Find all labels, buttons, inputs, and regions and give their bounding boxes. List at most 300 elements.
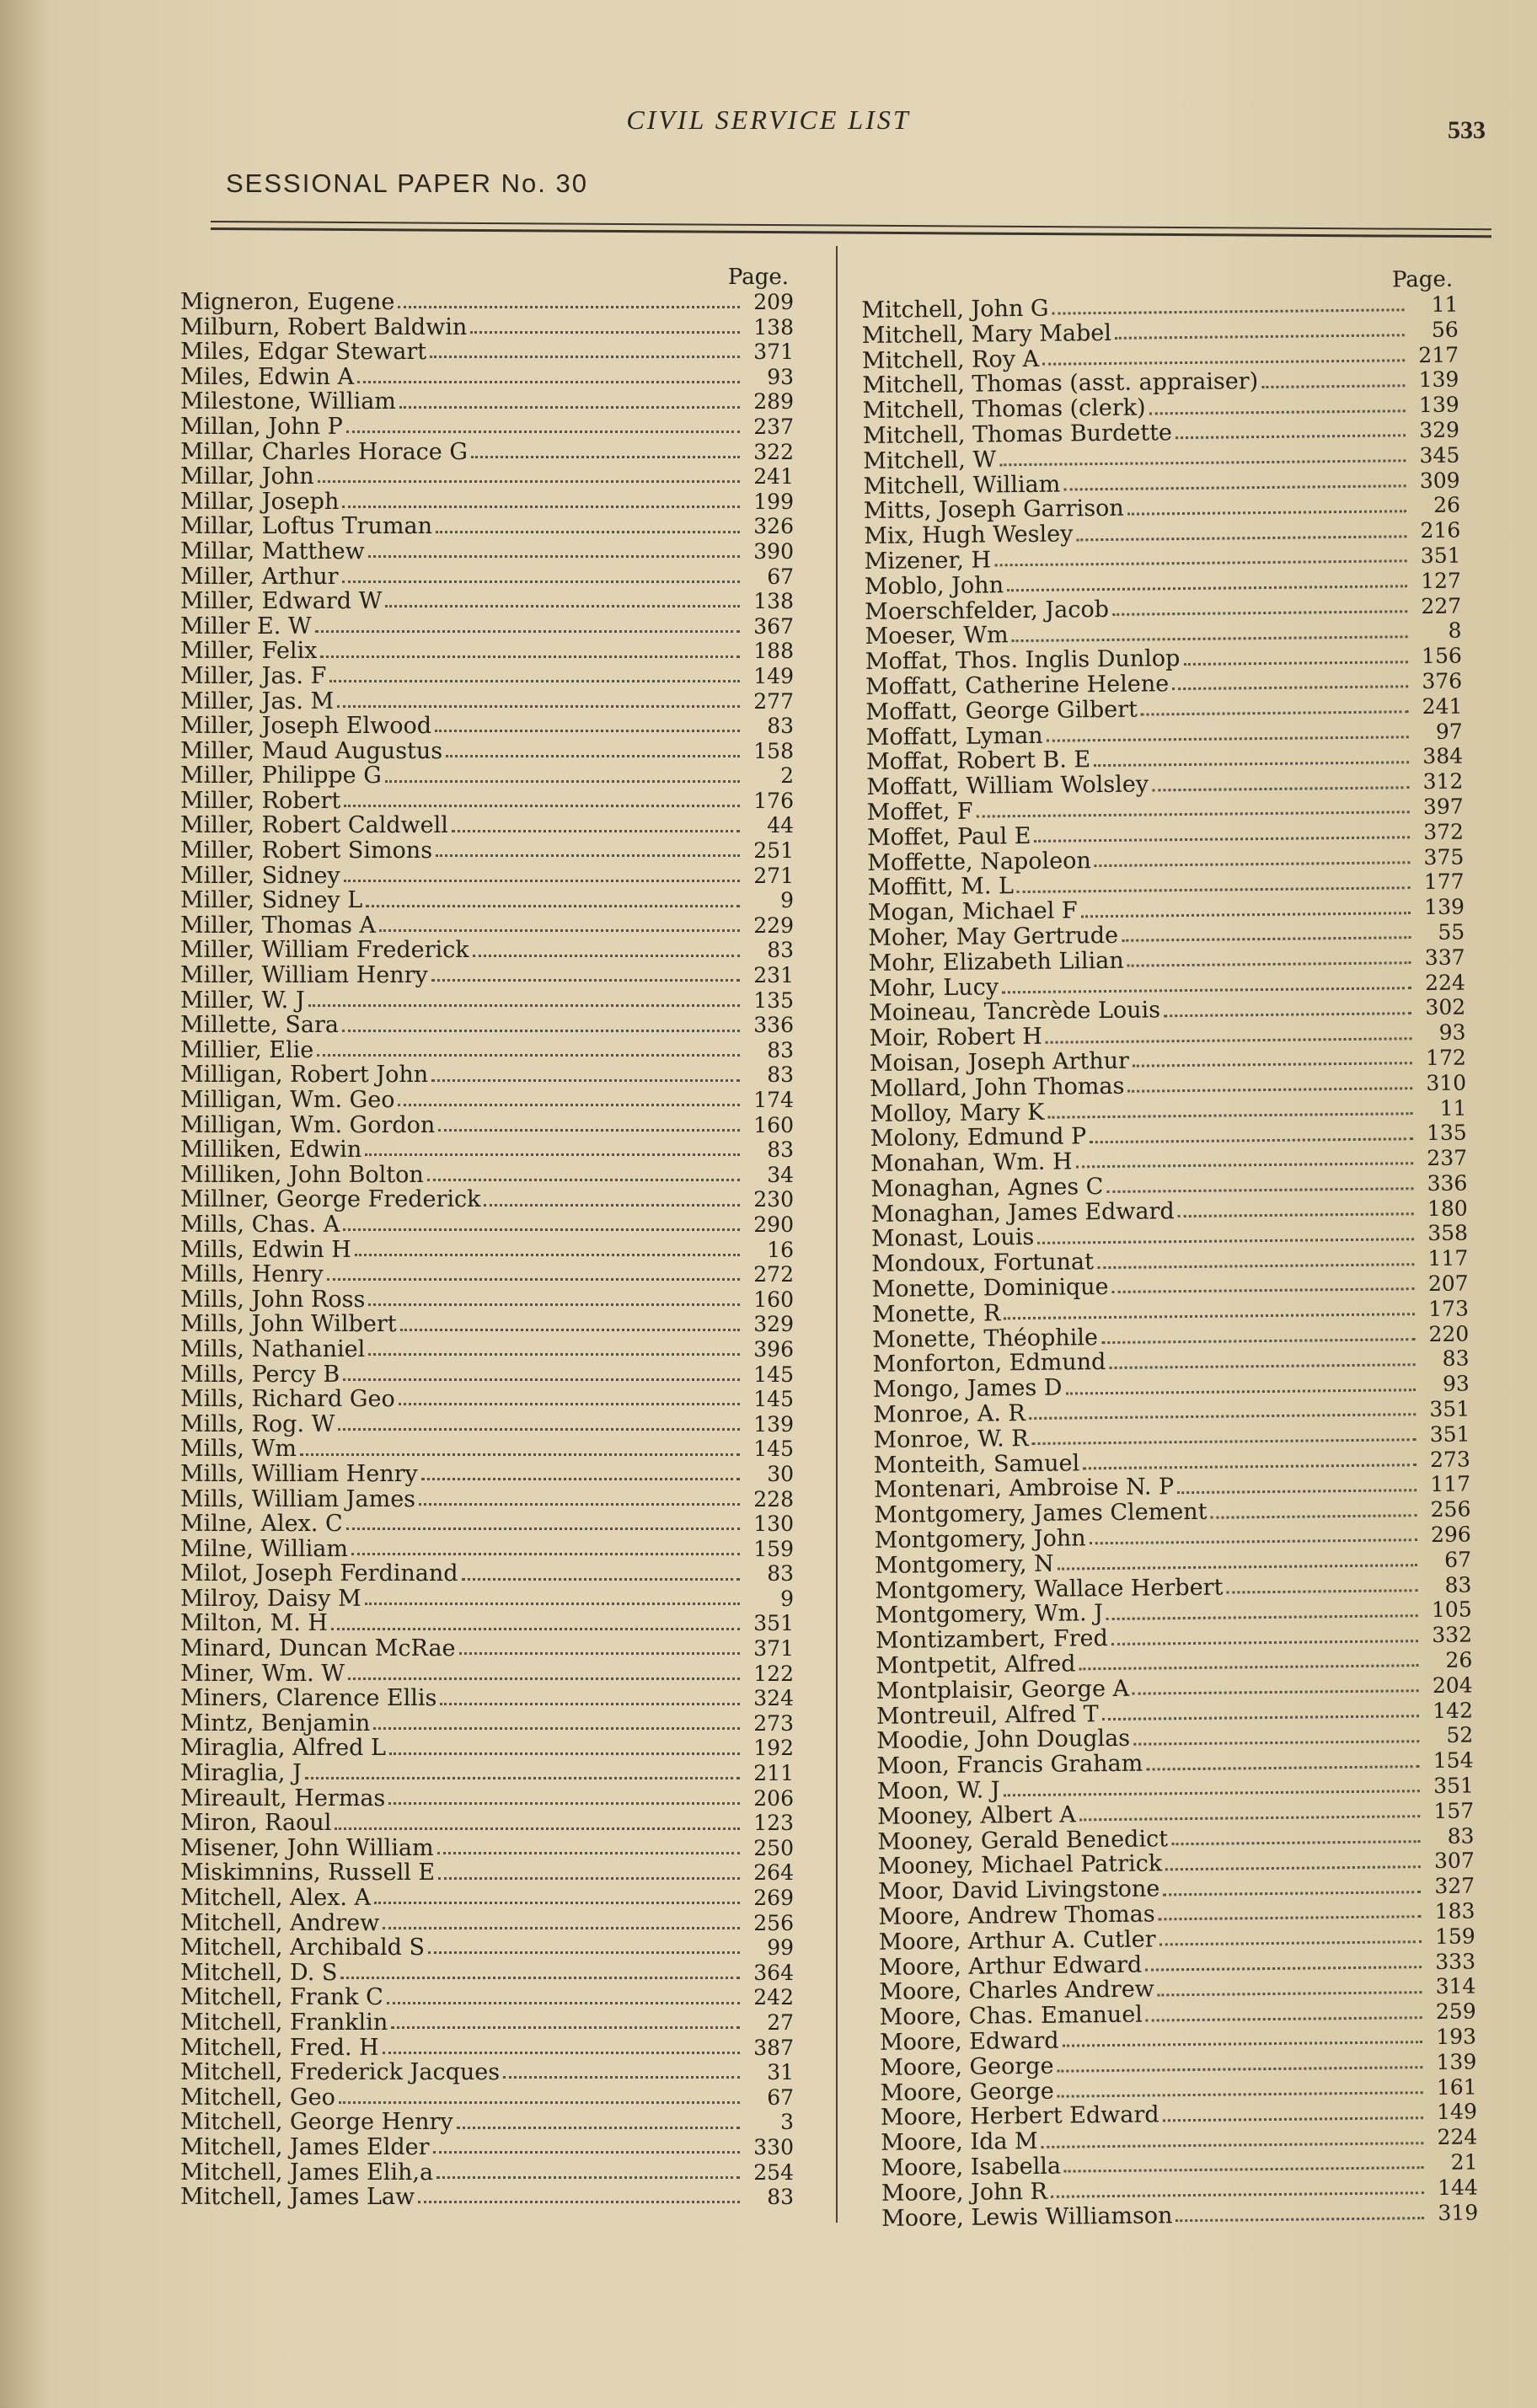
entry-name: Mills, Rog. W — [180, 1411, 335, 1437]
entry-page-number: 259 — [1435, 1999, 1476, 2025]
index-entry — [180, 1537, 794, 1562]
entry-name: Mintz, Benjamin — [180, 1710, 371, 1736]
dot-leader — [1163, 2116, 1423, 2122]
dot-leader — [462, 1578, 740, 1581]
index-entry — [180, 2010, 794, 2036]
dot-leader — [1083, 1464, 1417, 1469]
dot-leader — [419, 1503, 740, 1506]
entry-page-number: 176 — [753, 788, 794, 813]
dot-leader — [1090, 1539, 1417, 1545]
entry-name: Mitchell, Thomas (clerk) — [862, 394, 1146, 424]
entry-page-number: 144 — [1437, 2175, 1478, 2200]
entry-name: Milburn, Robert Baldwin — [180, 314, 468, 340]
index-entry — [180, 789, 794, 814]
dot-leader — [1127, 961, 1411, 967]
entry-page-number: 351 — [753, 1611, 794, 1636]
entry-name: Milestone, William — [180, 389, 396, 415]
dot-leader — [368, 1303, 740, 1306]
entry-name: Mills, Percy B — [180, 1362, 340, 1388]
entry-name: Moblo, John — [864, 572, 1004, 600]
entry-name: Molony, Edmund P — [870, 1123, 1087, 1153]
dot-leader — [438, 1877, 740, 1880]
index-entry — [180, 938, 794, 963]
index-entry — [180, 838, 794, 864]
dot-leader — [308, 1004, 740, 1007]
entry-name: Monroe, A. R — [873, 1400, 1026, 1428]
entry-list — [180, 290, 794, 2210]
entry-page-number: 237 — [1427, 1145, 1468, 1171]
dot-leader — [344, 805, 740, 807]
dot-leader — [385, 605, 740, 607]
entry-page-number: 290 — [753, 1212, 794, 1237]
entry-page-number: 83 — [767, 2185, 794, 2210]
entry-page-number: 376 — [1422, 668, 1463, 694]
dot-leader — [340, 1977, 740, 1979]
entry-page-number: 52 — [1446, 1722, 1474, 1748]
entry-name: Mogan, Michael F — [867, 897, 1078, 926]
entry-name: Millette, Sara — [180, 1013, 339, 1038]
entry-name: Miller, Arthur — [180, 564, 339, 590]
entry-name: Moore, Arthur Edward — [878, 1951, 1143, 1981]
entry-name: Montenari, Ambroise N. P — [873, 1474, 1175, 1504]
entry-page-number: 237 — [753, 414, 794, 439]
entry-page-number: 209 — [753, 290, 794, 314]
index-entry — [180, 315, 794, 340]
entry-name: Monaghan, James Edward — [870, 1197, 1175, 1228]
dot-leader — [398, 306, 740, 308]
entry-name: Migneron, Eugene — [180, 290, 395, 315]
entry-name: Mills, Richard Geo — [180, 1387, 395, 1412]
index-entry — [180, 1686, 794, 1711]
index-entry — [180, 415, 794, 440]
entry-name: Moffatt, George Gilbert — [865, 696, 1138, 725]
dot-leader — [1165, 1865, 1421, 1870]
index-entry — [180, 1088, 794, 1113]
dot-leader — [1211, 1514, 1417, 1519]
sessional-paper-label: SESSIONAL PAPER No. 30 — [226, 169, 588, 198]
dot-leader — [1063, 2041, 1422, 2047]
entry-name: Mitchell, James Elih,a — [180, 2159, 434, 2186]
entry-name: Moore, Lewis Williamson — [881, 2202, 1173, 2232]
entry-name: Milne, Alex. C — [180, 1512, 343, 1537]
entry-page-number: 375 — [1423, 844, 1465, 870]
dot-leader — [1037, 1238, 1414, 1244]
entry-page-number: 8 — [1448, 618, 1462, 644]
entry-name: Monast, Louis — [870, 1224, 1035, 1253]
entry-page-number: 371 — [753, 340, 794, 365]
entry-page-number: 139 — [1436, 2049, 1477, 2074]
entry-page-number: 387 — [753, 2035, 794, 2060]
entry-page-number: 272 — [753, 1262, 794, 1287]
entry-page-number: 351 — [1420, 543, 1461, 569]
entry-name: Moore, George — [880, 2052, 1054, 2081]
entry-name: Moeser, Wm — [865, 622, 1009, 650]
dot-leader — [1164, 1012, 1411, 1017]
entry-page-number: 99 — [767, 1935, 794, 1961]
entry-page-number: 206 — [753, 1785, 794, 1811]
dot-leader — [388, 1802, 740, 1805]
entry-page-number: 145 — [753, 1387, 794, 1412]
entry-page-number: 324 — [753, 1686, 794, 1711]
entry-name: Miller, Joseph Elwood — [180, 714, 432, 739]
dot-leader — [1066, 1389, 1416, 1394]
entry-page-number: 177 — [1423, 869, 1465, 895]
index-entry — [180, 1961, 794, 1986]
dot-leader — [1051, 2191, 1424, 2198]
index-entry — [180, 365, 794, 390]
entry-page-number: 172 — [1425, 1045, 1466, 1070]
index-entry — [180, 2110, 794, 2135]
entry-page-number: 367 — [753, 613, 794, 639]
entry-name: Mills, Wm — [180, 1437, 297, 1462]
dot-leader — [1176, 435, 1406, 440]
entry-page-number: 138 — [753, 314, 794, 340]
index-entry — [180, 1287, 794, 1313]
entry-name: Monforton, Edmund — [872, 1349, 1106, 1378]
entry-page-number: 351 — [1433, 1773, 1474, 1799]
index-entry — [180, 1786, 794, 1811]
entry-page-number: 271 — [753, 863, 794, 888]
dot-leader — [1176, 2217, 1425, 2222]
entry-name: Mitchell, Mary Mabel — [861, 319, 1112, 349]
index-entry — [180, 1911, 794, 1936]
index-entry — [180, 1487, 794, 1512]
index-entry — [180, 2060, 794, 2085]
entry-name: Moineau, Tancrède Louis — [869, 997, 1161, 1027]
dot-leader — [1042, 359, 1405, 366]
entry-page-number: 174 — [753, 1088, 794, 1112]
dot-leader — [503, 2076, 740, 2079]
entry-page-number: 67 — [767, 2084, 794, 2110]
entry-name: Mitchell, Fred. H — [180, 2035, 379, 2061]
entry-page-number: 127 — [1420, 568, 1462, 593]
entry-page-number: 44 — [767, 813, 794, 838]
index-entry — [180, 714, 794, 739]
index-entry — [180, 1312, 794, 1337]
entry-page-number: 229 — [753, 912, 794, 938]
entry-name: Montgomery, N — [874, 1550, 1054, 1579]
dot-leader — [342, 1030, 740, 1032]
entry-page-number: 329 — [1419, 417, 1460, 443]
dot-leader — [1095, 861, 1411, 867]
entry-name: Miles, Edwin A — [180, 364, 355, 390]
dot-leader — [348, 1678, 740, 1680]
entry-page-number: 139 — [1418, 367, 1459, 393]
entry-name: Mills, Nathaniel — [180, 1336, 366, 1362]
dot-leader — [1226, 1589, 1417, 1593]
entry-name: Mix, Hugh Wesley — [864, 521, 1074, 549]
dot-leader — [1094, 761, 1409, 767]
dot-leader — [1106, 1614, 1418, 1620]
entry-page-number: 156 — [1421, 643, 1462, 669]
entry-name: Miller, William Henry — [180, 963, 428, 988]
entry-name: Moore, John R — [881, 2178, 1048, 2207]
entry-page-number: 149 — [753, 663, 794, 688]
entry-page-number: 296 — [1430, 1522, 1471, 1548]
dot-leader — [1112, 610, 1407, 616]
entry-page-number: 158 — [753, 738, 794, 763]
dot-leader — [337, 705, 740, 708]
entry-page-number: 337 — [1424, 944, 1465, 970]
dot-leader — [459, 1652, 740, 1655]
entry-page-number: 26 — [1433, 492, 1461, 518]
entry-page-number: 188 — [753, 639, 794, 664]
entry-name: Millner, George Frederick — [180, 1187, 481, 1212]
entry-name: Montgomery, John — [874, 1525, 1086, 1554]
entry-name: Mitchell, Thomas Burdette — [862, 420, 1173, 449]
dot-leader — [446, 755, 740, 757]
entry-page-number: 139 — [753, 1411, 794, 1437]
entry-page-number: 384 — [1422, 743, 1464, 769]
entry-name: Miller, Felix — [180, 639, 318, 664]
dot-leader — [431, 979, 740, 982]
dot-leader — [399, 406, 740, 409]
dot-leader — [1004, 1790, 1420, 1797]
entry-page-number: 211 — [753, 1761, 794, 1786]
dot-leader — [305, 1777, 740, 1779]
index-entry — [180, 389, 794, 415]
page-column-header: Page. — [1391, 266, 1454, 293]
dot-leader — [344, 880, 740, 882]
entry-name: Montgomery, Wallace Herbert — [875, 1574, 1224, 1604]
entry-name: Mitchell, Franklin — [180, 2009, 388, 2036]
entry-page-number: 322 — [753, 439, 794, 464]
entry-name: Milne, William — [180, 1536, 348, 1562]
entry-page-number: 289 — [753, 389, 794, 415]
entry-page-number: 160 — [753, 1112, 794, 1137]
index-entry — [180, 1262, 794, 1287]
dot-leader — [470, 331, 740, 334]
entry-page-number: 372 — [1423, 819, 1465, 844]
entry-name: Mitchell, James Elder — [180, 2134, 430, 2160]
dot-leader — [1159, 1940, 1422, 1945]
dot-leader — [436, 531, 740, 533]
entry-name: Moisan, Joseph Arthur — [869, 1047, 1130, 1077]
entry-name: Moerschfelder, Jacob — [865, 596, 1110, 625]
entry-page-number: 11 — [1431, 292, 1459, 317]
index-entry — [180, 1362, 794, 1388]
entry-name: Mitchell, Frank C — [180, 1985, 383, 2010]
entry-page-number: 3 — [780, 2110, 794, 2135]
entry-page-number: 123 — [753, 1811, 794, 1836]
entry-name: Mireault, Hermas — [180, 1785, 386, 1811]
index-entry — [180, 1860, 794, 1886]
dot-leader — [335, 1827, 740, 1830]
entry-name: Milligan, Wm. Geo — [180, 1088, 395, 1113]
dot-leader — [1064, 2166, 1424, 2172]
dot-leader — [437, 1852, 740, 1854]
dot-leader — [383, 2052, 740, 2054]
dot-leader — [1133, 1062, 1412, 1068]
index-entry — [180, 2160, 794, 2186]
entry-page-number: 364 — [753, 1960, 794, 1985]
entry-name: Mitchell, Archibald S — [180, 1935, 425, 1961]
dot-leader — [379, 929, 740, 932]
entry-name: Millar, Matthew — [180, 538, 365, 565]
index-entry — [180, 864, 794, 889]
entry-name: Mills, William Henry — [180, 1461, 418, 1487]
entry-page-number: 83 — [767, 1037, 794, 1062]
entry-name: Milligan, Robert John — [180, 1062, 429, 1088]
entry-name: Mitchell, D. S — [180, 1960, 338, 1986]
entry-name: Miner, Wm. W — [180, 1661, 345, 1687]
index-entry — [180, 1137, 794, 1163]
entry-name: Miller, Edward W — [180, 589, 383, 614]
dot-leader — [1047, 1112, 1412, 1119]
index-entry — [180, 290, 794, 315]
entry-page-number: 231 — [753, 963, 794, 988]
entry-name: Monroe, W. R — [873, 1425, 1029, 1453]
dot-leader — [368, 1353, 740, 1356]
entry-name: Moore, Charles Andrew — [879, 1976, 1155, 2006]
dot-leader — [1111, 1640, 1418, 1645]
entry-page-number: 139 — [1418, 392, 1459, 418]
index-entry — [180, 1113, 794, 1138]
entry-name: Montgomery, Wm. J — [875, 1600, 1104, 1629]
dot-leader — [315, 630, 740, 633]
entry-name: Mollard, John Thomas — [869, 1073, 1125, 1102]
entry-name: Mitchell, Andrew — [180, 1910, 380, 1936]
entry-name: Miller, Robert Simons — [180, 838, 433, 864]
entry-page-number: 34 — [767, 1162, 794, 1187]
entry-page-number: 256 — [753, 1910, 794, 1935]
entry-name: Monahan, Wm. H — [870, 1148, 1073, 1177]
entry-page-number: 67 — [767, 564, 794, 589]
index-entry — [180, 639, 794, 664]
dot-leader — [421, 1478, 740, 1480]
page-number: 533 — [1448, 116, 1486, 144]
entry-name: Mills, John Wilbert — [180, 1312, 397, 1337]
index-entry — [180, 1238, 794, 1263]
entry-page-number: 204 — [1432, 1672, 1473, 1698]
entry-page-number: 67 — [1444, 1547, 1472, 1572]
dot-leader — [1163, 1891, 1421, 1896]
entry-page-number: 319 — [1438, 2200, 1479, 2225]
entry-name: Moffat, Thos. Inglis Dunlop — [865, 645, 1181, 675]
dot-leader — [1002, 987, 1411, 993]
dot-leader — [1042, 2142, 1424, 2148]
entry-page-number: 93 — [767, 364, 794, 389]
entry-name: Miller, William Frederick — [180, 938, 469, 964]
dot-leader — [431, 1079, 740, 1082]
entry-name: Mitchell, W — [863, 447, 997, 474]
dot-leader — [1101, 1338, 1415, 1344]
entry-page-number: 307 — [1433, 1848, 1475, 1874]
dot-leader — [343, 1228, 740, 1231]
index-entry — [180, 1038, 794, 1063]
entry-name: Moffatt, William Wolsley — [866, 771, 1149, 800]
index-entry — [180, 913, 794, 939]
index-entry — [180, 1985, 794, 2010]
index-entry — [180, 689, 794, 714]
entry-page-number: 241 — [753, 464, 794, 490]
index-entry — [180, 1337, 794, 1362]
entry-page-number: 302 — [1425, 994, 1466, 1020]
entry-page-number: 192 — [753, 1736, 794, 1761]
dot-leader — [400, 1329, 740, 1331]
index-entry — [180, 490, 794, 515]
entry-page-number: 199 — [753, 489, 794, 514]
entry-name: Millier, Elie — [180, 1037, 314, 1063]
entry-page-number: 117 — [1430, 1471, 1471, 1497]
entry-name: Milton, M. H — [180, 1611, 328, 1637]
index-entry — [180, 664, 794, 689]
dot-leader — [1097, 1263, 1414, 1269]
index-entry — [180, 464, 794, 490]
dot-leader — [433, 2151, 740, 2154]
entry-name: Mitchell, William — [863, 471, 1061, 500]
entry-name: Miller E. W — [180, 613, 312, 639]
entry-name: Mooney, Michael Patrick — [877, 1850, 1163, 1881]
index-entry — [180, 1761, 794, 1786]
dot-leader — [977, 811, 1410, 818]
entry-name: Miller, Philippe G — [180, 763, 382, 789]
entry-name: Montreuil, Alfred T — [876, 1700, 1099, 1730]
index-column-left — [180, 265, 794, 2210]
entry-name: Moon, Francis Graham — [876, 1750, 1143, 1779]
entry-page-number: 277 — [753, 688, 794, 714]
entry-name: Miron, Raoul — [180, 1811, 332, 1836]
entry-page-number: 21 — [1450, 2149, 1478, 2175]
dot-leader — [1032, 1438, 1417, 1445]
dot-leader — [339, 2101, 740, 2104]
dot-leader — [1159, 1916, 1422, 1921]
dot-leader — [1141, 710, 1409, 715]
entry-name: Moore, Edward — [879, 2027, 1059, 2056]
entry-name: Minard, Duncan McRae — [180, 1636, 456, 1662]
dot-leader — [430, 356, 740, 358]
entry-page-number: 230 — [753, 1187, 794, 1212]
entry-page-number: 273 — [1429, 1447, 1470, 1472]
dot-leader — [457, 2127, 740, 2129]
entry-page-number: 216 — [1420, 517, 1461, 543]
dot-leader — [355, 1254, 740, 1256]
entry-name: Mondoux, Fortunat — [871, 1249, 1095, 1278]
entry-name: Mitchell, George Henry — [180, 2110, 453, 2135]
index-entry — [180, 1187, 794, 1212]
entry-page-number: 242 — [753, 1985, 794, 2010]
index-column-right — [861, 267, 1478, 2232]
entry-page-number: 31 — [767, 2060, 794, 2085]
entry-page-number: 333 — [1435, 1949, 1476, 1974]
dot-leader — [435, 730, 740, 732]
dot-leader — [428, 1951, 740, 1954]
entry-page-number: 117 — [1427, 1245, 1469, 1271]
entry-page-number: 16 — [767, 1237, 794, 1262]
dot-leader — [1076, 535, 1406, 541]
dot-leader — [343, 1378, 740, 1381]
entry-page-number: 160 — [753, 1287, 794, 1312]
entry-name: Mitts, Joseph Garrison — [863, 495, 1124, 525]
entry-name: Montpetit, Alfred — [876, 1651, 1076, 1679]
dot-leader — [1152, 786, 1409, 791]
dot-leader — [484, 1204, 740, 1207]
dot-leader — [1081, 912, 1411, 918]
index-entry — [180, 1212, 794, 1238]
entry-page-number: 327 — [1434, 1873, 1475, 1899]
dot-leader — [1079, 1815, 1420, 1821]
dot-leader — [1029, 1414, 1416, 1421]
entry-page-number: 159 — [753, 1536, 794, 1561]
page-title: CIVIL SERVICE LIST — [626, 104, 911, 135]
entry-name: Mitchell, Frederick Jacques — [180, 2060, 501, 2085]
dot-leader — [346, 1528, 740, 1530]
entry-name: Mongo, James D — [872, 1374, 1063, 1403]
index-entry — [180, 1437, 794, 1462]
entry-page-number: 254 — [753, 2159, 794, 2185]
entry-name: Mills, Chas. A — [180, 1212, 340, 1238]
dot-leader — [389, 1752, 740, 1755]
